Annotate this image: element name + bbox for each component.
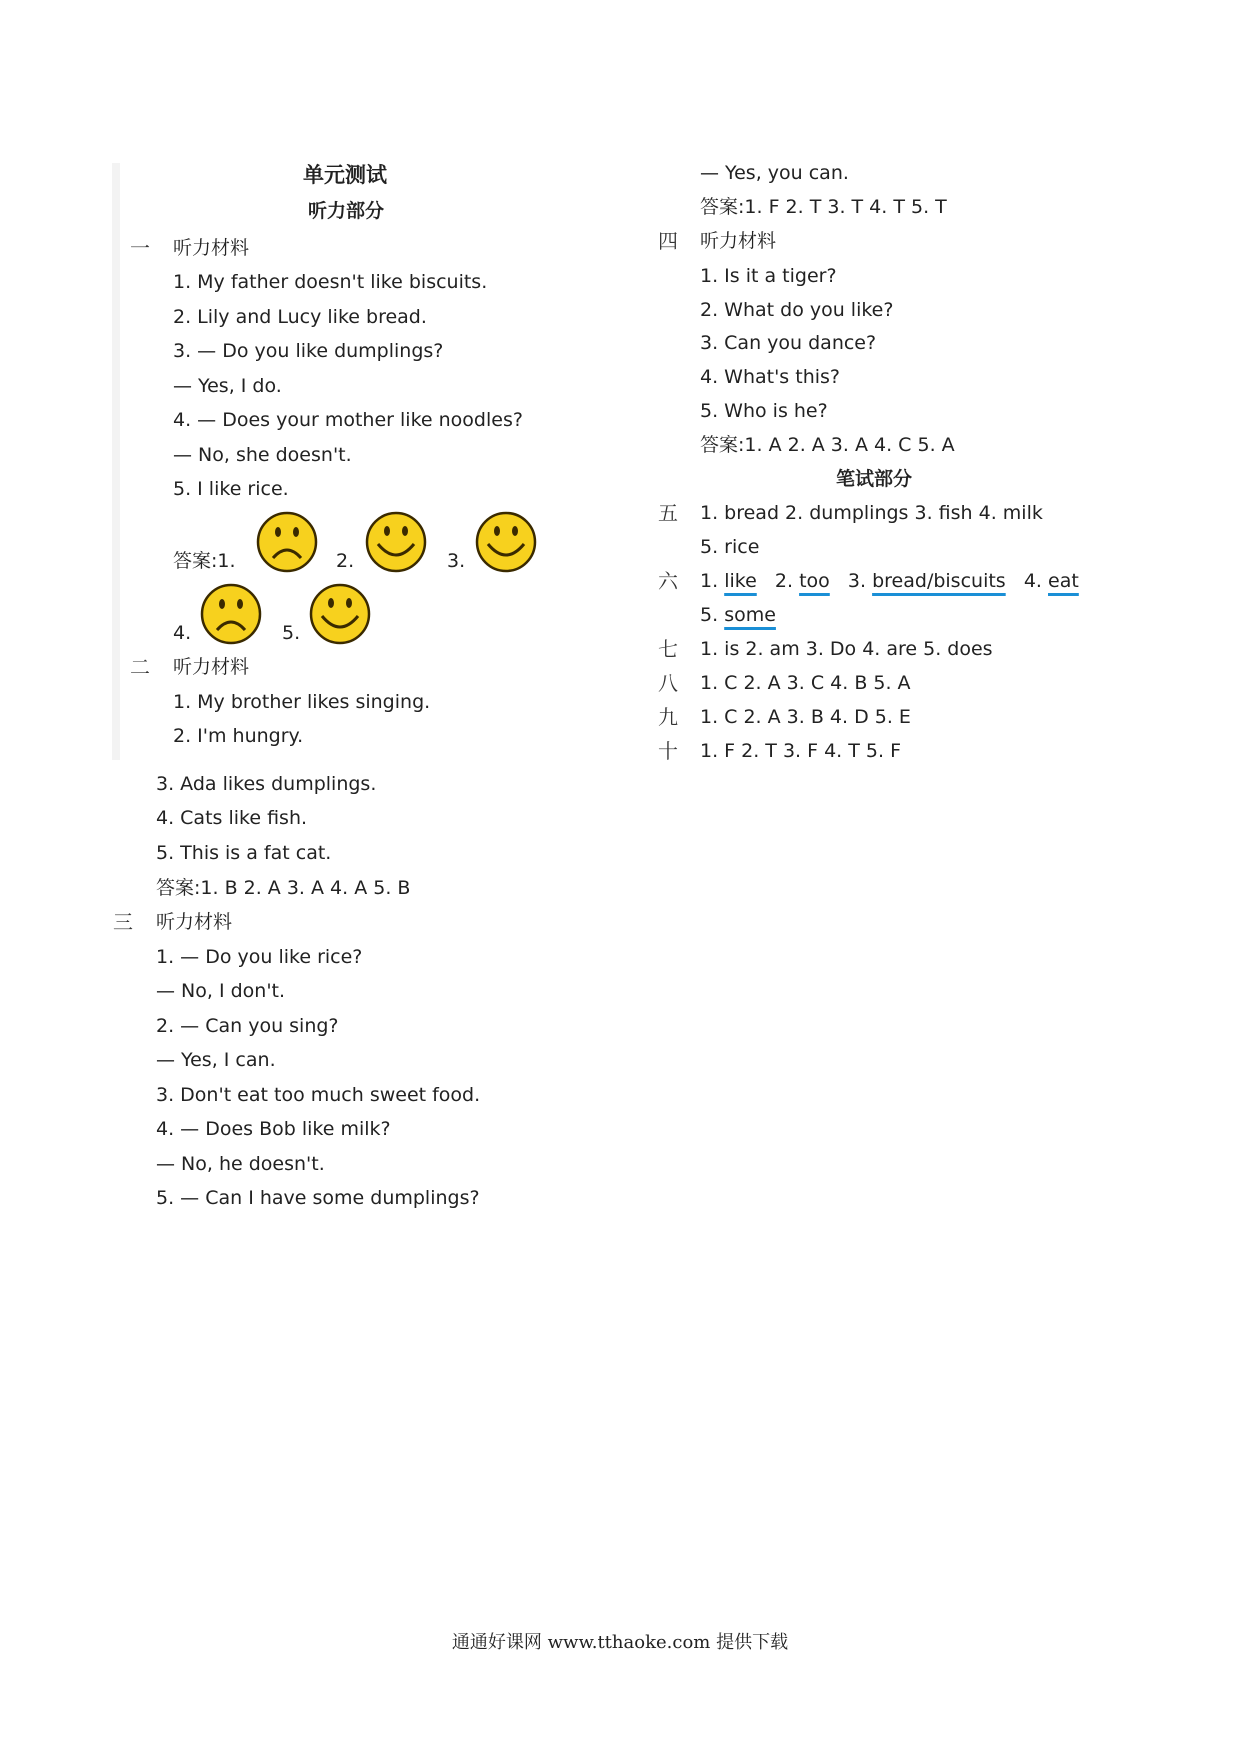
s10-line: 1. F 2. T 3. F 4. T 5. F: [700, 740, 901, 762]
s6-line: 5. some: [700, 604, 776, 626]
s6-answer-word: like: [724, 570, 757, 592]
s4-answer: 答案:1. A 2. A 3. A 4. C 5. A: [700, 434, 955, 456]
sad-face-icon: [255, 510, 319, 574]
section-3-label: 听力材料: [156, 911, 233, 933]
s2-line: 3. Ada likes dumplings.: [156, 773, 377, 795]
s2-line: 1. My brother likes singing.: [173, 691, 431, 713]
section-9-number: 九: [658, 705, 678, 729]
s1-answer-label: 答案:1.: [173, 550, 236, 572]
s1-answer-num: 2.: [336, 550, 355, 572]
section-4-number: 四: [658, 229, 678, 253]
s1-line: 2. Lily and Lucy like bread.: [173, 306, 427, 328]
section-2-label: 听力材料: [173, 656, 250, 678]
s4-line: 1. Is it a tiger?: [700, 265, 837, 287]
s3-line: 4. — Does Bob like milk?: [156, 1118, 391, 1140]
s3-line: — No, I don't.: [156, 980, 286, 1002]
s1-answer-num: 3.: [447, 550, 466, 572]
section-1-label: 听力材料: [173, 237, 250, 259]
s1-answer-num: 4.: [173, 622, 192, 644]
s3-line: 5. — Can I have some dumplings?: [156, 1187, 480, 1209]
s4-line: 5. Who is he?: [700, 400, 828, 422]
section-7-number: 七: [658, 637, 678, 661]
section-6-number: 六: [658, 569, 678, 593]
s2-answer: 答案:1. B 2. A 3. A 4. A 5. B: [156, 877, 411, 899]
s6-line: 1. like 2. too 3. bread/biscuits 4. eat: [700, 570, 1079, 592]
happy-face-icon: [474, 510, 538, 574]
section-1-number: 一: [130, 236, 150, 260]
writing-title: 笔试部分: [836, 468, 913, 490]
s4-line: 4. What's this?: [700, 366, 841, 388]
happy-face-icon: [364, 510, 428, 574]
s1-answer-num: 5.: [282, 622, 301, 644]
s3-line: — Yes, you can.: [700, 162, 849, 184]
s8-line: 1. C 2. A 3. C 4. B 5. A: [700, 672, 911, 694]
s1-line: — Yes, I do.: [173, 375, 282, 397]
s5-line: 1. bread 2. dumplings 3. fish 4. milk: [700, 502, 1043, 524]
happy-face-icon: [308, 582, 372, 646]
s3-line: — Yes, I can.: [156, 1049, 276, 1071]
s1-line: — No, she doesn't.: [173, 444, 352, 466]
s3-line: 3. Don't eat too much sweet food.: [156, 1084, 481, 1106]
s5-line: 5. rice: [700, 536, 760, 558]
s2-line: 2. I'm hungry.: [173, 725, 304, 747]
s9-line: 1. C 2. A 3. B 4. D 5. E: [700, 706, 911, 728]
s4-line: 3. Can you dance?: [700, 332, 877, 354]
s2-line: 5. This is a fat cat.: [156, 842, 332, 864]
section-8-number: 八: [658, 671, 678, 695]
s1-line: 4. — Does your mother like noodles?: [173, 409, 523, 431]
s6-answer-word: too: [799, 570, 830, 592]
s3-answer: 答案:1. F 2. T 3. T 4. T 5. T: [700, 196, 947, 218]
s6-answer-word: eat: [1048, 570, 1079, 592]
s3-line: 1. — Do you like rice?: [156, 946, 363, 968]
s7-line: 1. is 2. am 3. Do 4. are 5. does: [700, 638, 993, 660]
sad-face-icon: [199, 582, 263, 646]
s1-line: 3. — Do you like dumplings?: [173, 340, 444, 362]
footer-credit: 通通好课网 www.tthaoke.com 提供下载: [451, 1632, 789, 1653]
s4-line: 2. What do you like?: [700, 299, 894, 321]
listening-title: 听力部分: [308, 200, 385, 222]
scan-shadow: [112, 163, 120, 760]
section-2-number: 二: [130, 655, 150, 679]
s6-answer-word: bread/biscuits: [872, 570, 1006, 592]
s2-line: 4. Cats like fish.: [156, 807, 308, 829]
section-10-number: 十: [658, 739, 678, 763]
s3-line: 2. — Can you sing?: [156, 1015, 339, 1037]
section-3-number: 三: [113, 910, 133, 934]
section-4-label: 听力材料: [700, 230, 777, 252]
s1-line: 1. My father doesn't like biscuits.: [173, 271, 488, 293]
section-5-number: 五: [658, 501, 678, 525]
s1-line: 5. I like rice.: [173, 478, 289, 500]
s6-answer-word: some: [724, 604, 776, 626]
page-title: 单元测试: [303, 163, 387, 187]
s3-line: — No, he doesn't.: [156, 1153, 325, 1175]
